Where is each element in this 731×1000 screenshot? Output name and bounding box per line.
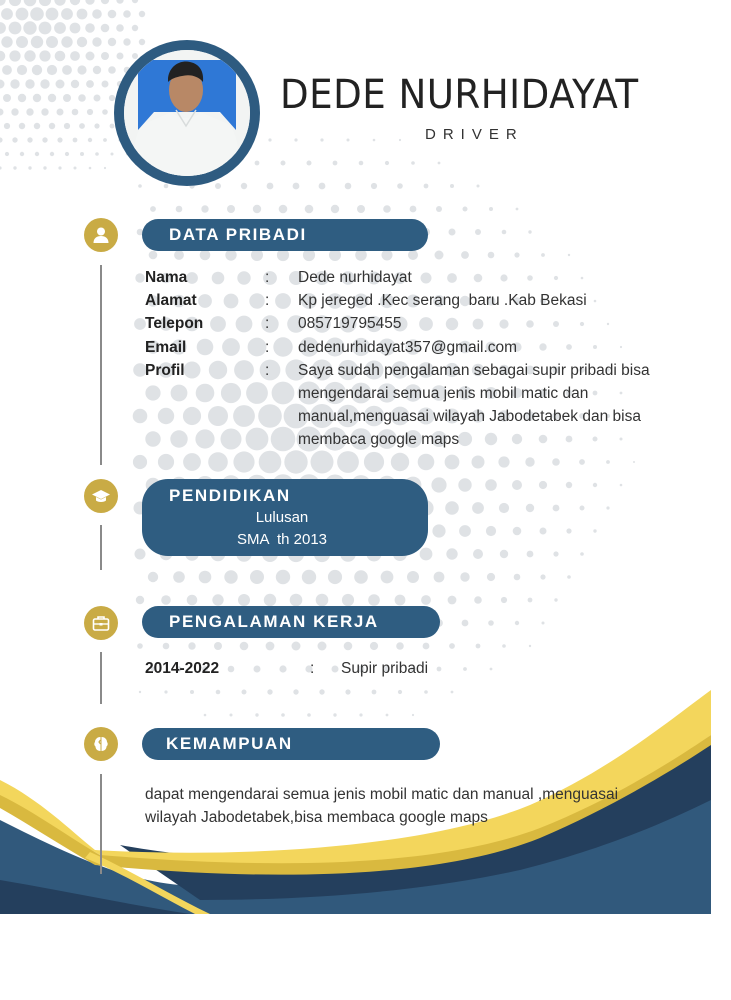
profile-photo-frame bbox=[114, 40, 260, 186]
section-header-education: PENDIDIKAN bbox=[169, 486, 291, 505]
info-value: dedenurhidayat357@gmail.com bbox=[298, 338, 518, 356]
work-years: 2014-2022 bbox=[145, 660, 220, 677]
colon: : bbox=[265, 269, 270, 286]
personal-info-list bbox=[145, 266, 663, 452]
colon: : bbox=[265, 292, 270, 310]
job-title: DRIVER bbox=[425, 126, 524, 143]
work-experience-row bbox=[145, 660, 428, 678]
info-label: Email bbox=[145, 338, 187, 356]
info-value: Kp jereged .Kec serang baru .Kab Bekasi bbox=[298, 292, 587, 310]
info-row-profile bbox=[145, 359, 663, 452]
brain-icon bbox=[84, 727, 118, 761]
timeline-line bbox=[100, 265, 102, 465]
section-header-work-experience: PENGALAMAN KERJA bbox=[142, 606, 440, 638]
colon: : bbox=[265, 338, 270, 356]
info-value: Saya sudah pengalaman sebagai supir pribadi bisa mengendarai semua jenis mobil matic dan manual,menguasai wilayah Jabodetabek dan bisa membaca google maps bbox=[298, 361, 650, 449]
section-header-personal-data: DATA PRIBADI bbox=[142, 219, 428, 251]
graduation-cap-icon bbox=[84, 479, 118, 513]
info-value: 085719795455 bbox=[298, 315, 402, 333]
briefcase-icon bbox=[84, 606, 118, 640]
info-label: Telepon bbox=[145, 315, 204, 333]
info-row-email bbox=[145, 336, 663, 359]
education-school-year: SMA th 2013 bbox=[236, 531, 328, 548]
education-box bbox=[142, 479, 428, 556]
profile-photo bbox=[124, 50, 250, 176]
timeline-line bbox=[100, 774, 102, 874]
info-row-address bbox=[145, 289, 663, 312]
info-value: Dede nurhidayat bbox=[298, 269, 412, 286]
skills-description: dapat mengendarai semua jenis mobil matic dan manual ,menguasai wilayah Jabodetabek,bisa membaca google maps bbox=[145, 786, 619, 826]
section-header-skills: KEMAMPUAN bbox=[142, 728, 440, 760]
timeline-line bbox=[100, 525, 102, 570]
full-name-heading: DEDE NURHIDAYAT bbox=[280, 72, 639, 118]
info-row-phone bbox=[145, 312, 663, 335]
colon: : bbox=[310, 660, 315, 677]
colon: : bbox=[265, 361, 270, 379]
info-row-name bbox=[145, 266, 663, 289]
info-label: Profil bbox=[145, 361, 185, 379]
work-position: Supir pribadi bbox=[341, 660, 429, 677]
info-label: Nama bbox=[145, 269, 188, 286]
education-degree: Lulusan bbox=[255, 509, 309, 526]
colon: : bbox=[265, 315, 270, 333]
info-label: Alamat bbox=[145, 292, 197, 310]
timeline-line bbox=[100, 652, 102, 704]
user-icon bbox=[84, 218, 118, 252]
